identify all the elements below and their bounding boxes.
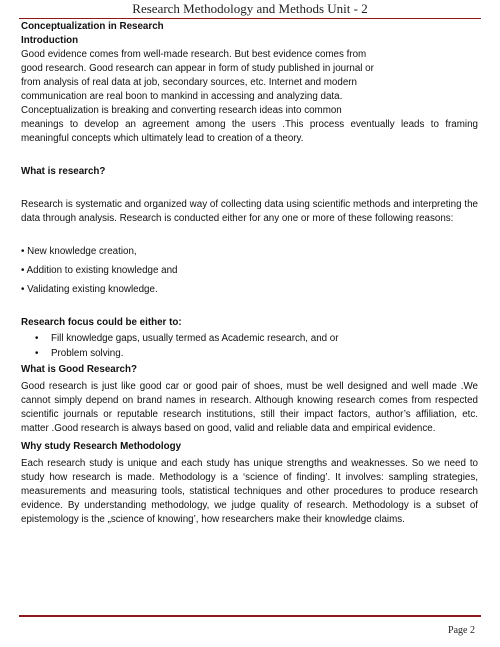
what-is-research-paragraph: Research is systematic and organized way of collecting data using scientific methods and interpreting the data through analysis. Research is conducted either for any one or more of these following reasons: (21, 199, 478, 224)
intro-paragraph-end: meanings to develop an agreement among the users .This process eventually leads to framing meaningful concepts which ultimately lead to creation of a theory. (21, 119, 478, 144)
bullet-icon: • (35, 333, 39, 344)
section-title-conceptualization: Conceptualization in Research (21, 21, 164, 32)
focus-list (21, 332, 478, 361)
section-title-what-is-research: What is research? (21, 166, 106, 177)
list-item: • New knowledge creation, (21, 246, 137, 257)
list-item: • Addition to existing knowledge and (21, 265, 178, 276)
list-item-text: Problem solving. (51, 348, 124, 359)
good-research-paragraph: Good research is just like good car or good pair of shoes, must be well designed and well made .We cannot simply depend on brand names in research. Although knowing research comes from respected scientific journals or reputable research institutions, still their impact factors, author’s affiliation, etc. matter .Good research is always based on good, valid and reliable data and empirical evidence. (21, 381, 478, 434)
spacer (21, 146, 478, 165)
intro-line-2: good research. Good research can appear in form of study published in journal or (21, 63, 374, 74)
section-title-introduction: Introduction (21, 35, 79, 46)
reasons-list (21, 245, 478, 297)
spacer (21, 226, 478, 245)
intro-line-3: from analysis of real data at job, secondary sources, etc. Internet and modern (21, 77, 357, 88)
page-number: Page 2 (448, 625, 475, 636)
footer-rule (19, 615, 481, 617)
document-body (21, 20, 478, 527)
page-header-title: Research Methodology and Methods Unit - 2 (132, 1, 368, 16)
intro-line-4: communication are real boon to mankind in accessing and analyzing data. (21, 91, 343, 102)
section-title-why-study: Why study Research Methodology (21, 441, 182, 452)
section-title-research-focus: Research focus could be either to: (21, 317, 182, 328)
spacer (21, 302, 478, 316)
intro-line-5: Conceptualization is breaking and converting research ideas into common (21, 105, 342, 116)
list-item: • Validating existing knowledge. (21, 284, 158, 295)
intro-line-1: Good evidence comes from well-made research. But best evidence comes from (21, 49, 367, 60)
header-rule (19, 18, 481, 19)
list-item (35, 347, 478, 361)
section-title-good-research: What is Good Research? (21, 364, 137, 375)
why-study-paragraph: Each research study is unique and each study has unique strengths and weaknesses. So we need to study how research is made. Methodology is a ‘science of finding’. It involves: sampling strategies, measurements and measuring tools, statistical techniques and other procedures to produce research evidence. By understanding methodology, we judge quality of research. Methodology is a subset of epistemology is the „science of knowing’, how researchers make their knowledge claims. (21, 458, 478, 525)
bullet-icon: • (35, 348, 39, 359)
list-item (35, 332, 478, 346)
spacer (21, 179, 478, 198)
list-item-text: Fill knowledge gaps, usually termed as Academic research, and or (51, 333, 339, 344)
